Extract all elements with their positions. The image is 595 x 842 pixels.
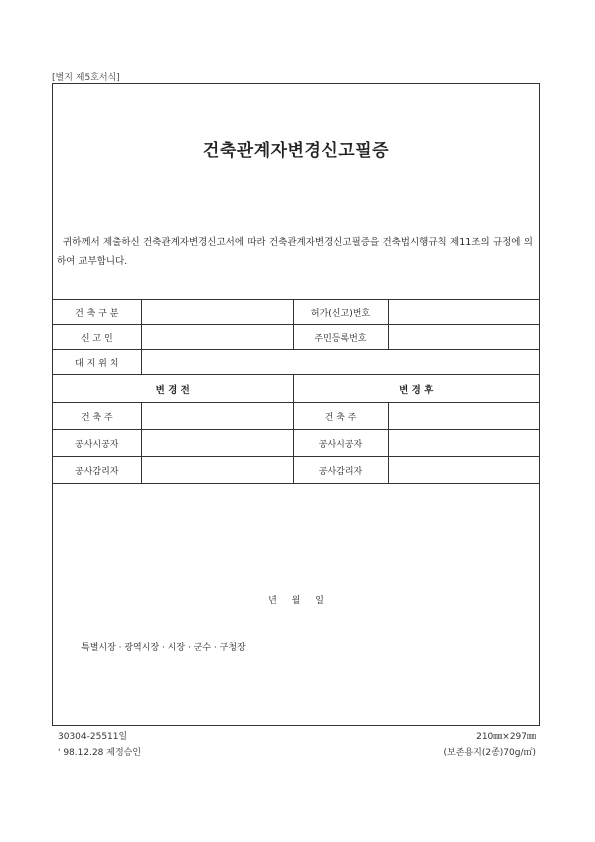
before-change-header: 변 경 전 [53,375,293,403]
before-contractor-label: 공사시공자 [53,430,141,457]
table-row [53,403,539,430]
permit-number-value [388,300,539,325]
after-supervisor-value [388,457,539,484]
change-header-row [53,375,539,403]
resident-number-value [388,325,539,350]
building-type-value [141,300,293,325]
table-row [53,300,539,325]
after-contractor-value [388,430,539,457]
table-row [53,430,539,457]
issuer-title: 특별시장 · 광역시장 · 시장 · 군수 · 구청장 [81,643,246,653]
table-row [53,350,539,375]
table-row [53,457,539,484]
approval-date: ' 98.12.28 제정승인 [58,748,142,758]
certificate-frame [52,83,540,726]
before-supervisor-label: 공사감리자 [53,457,141,484]
doc-number: 30304-25511일 [58,732,128,742]
after-change-header: 변 경 후 [293,375,539,403]
reporter-label: 신 고 인 [53,325,141,350]
intro-text: 귀하께서 제출하신 건축관계자변경신고서에 따라 건축관계자변경신고필증을 건축법시행규칙 제11조의 규정에 의하여 교부합니다. [57,237,533,267]
building-type-label: 건 축 구 분 [53,300,141,325]
after-contractor-label: 공사시공자 [293,430,388,457]
after-owner-label: 건 축 주 [293,403,388,430]
permit-number-label: 허가(신고)번호 [293,300,388,325]
after-owner-value [388,403,539,430]
before-owner-label: 건 축 주 [53,403,141,430]
before-supervisor-value [141,457,293,484]
paper-spec: (보존용지(2종)70g/㎡) [443,748,536,758]
before-owner-value [141,403,293,430]
site-location-label: 대 지 위 치 [53,350,141,375]
date-line: 년 월 일 [268,596,324,606]
intro-paragraph [57,233,533,271]
info-table [53,299,539,484]
before-contractor-value [141,430,293,457]
resident-number-label: 주민등록번호 [293,325,388,350]
paper-size: 210㎜×297㎜ [476,732,536,742]
form-code: [별지 제5호서식] [52,73,120,83]
table-row [53,325,539,350]
reporter-value [141,325,293,350]
after-supervisor-label: 공사감리자 [293,457,388,484]
site-location-value [141,350,539,375]
document-title: 건축관계자변경신고필증 [202,141,390,161]
